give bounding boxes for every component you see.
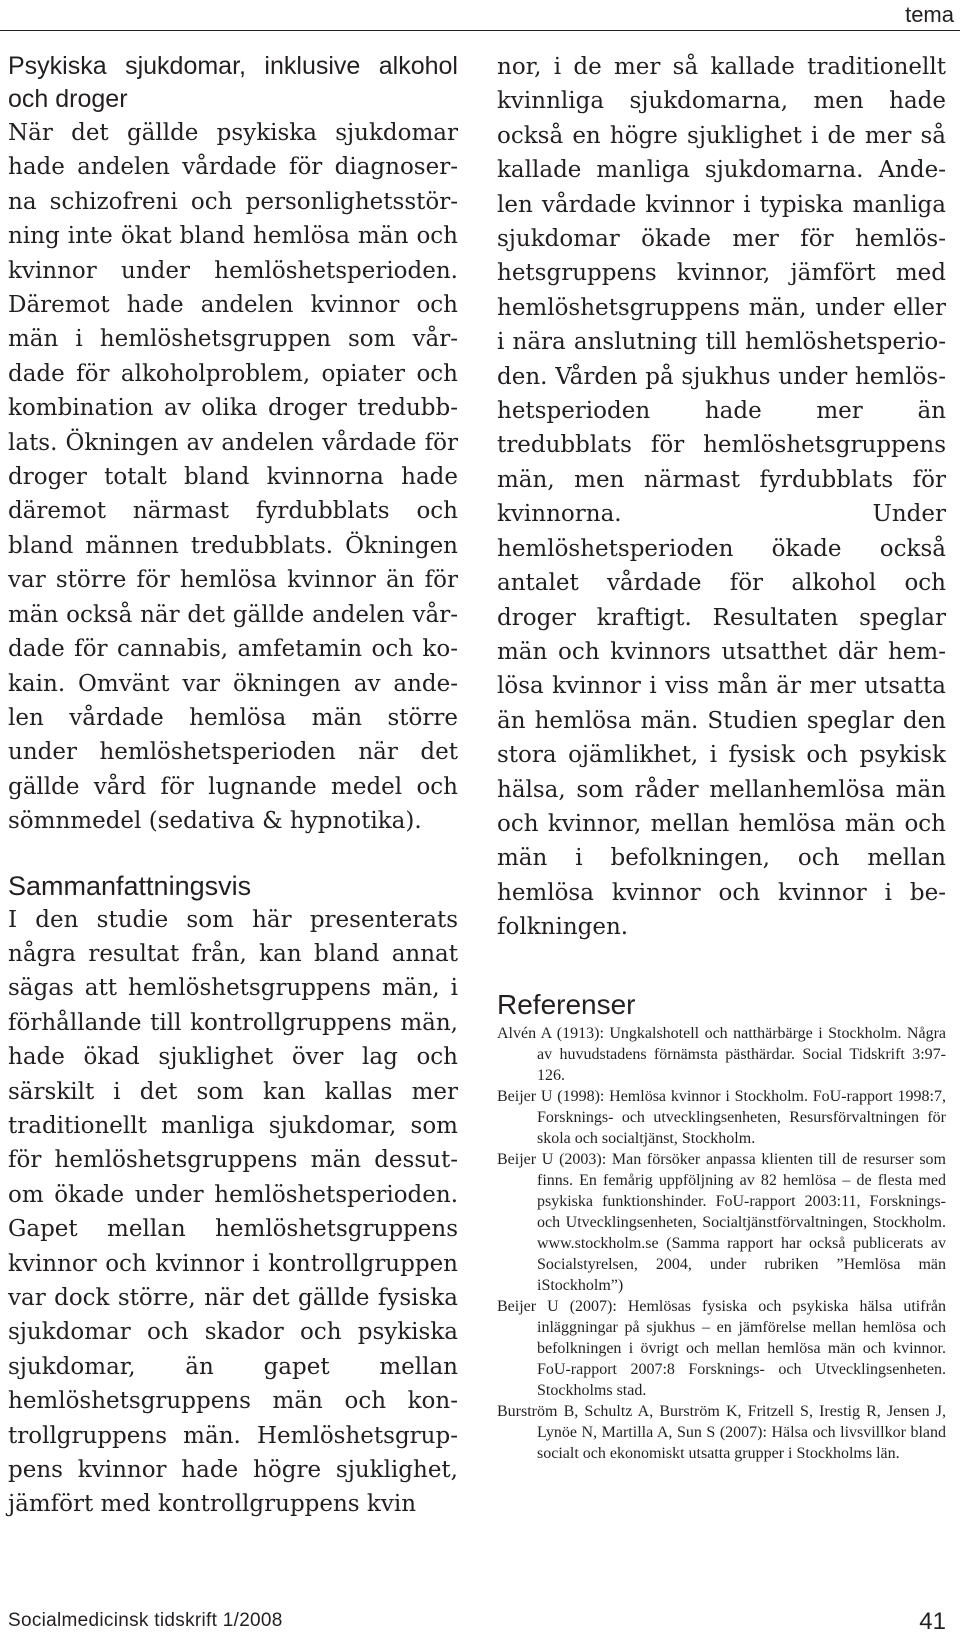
- section-heading-psychiatric: Psykiska sjukdomar, inklusive alkohol och droger: [8, 52, 458, 113]
- section-tag: tema: [905, 2, 954, 27]
- section-heading-summary: Sammanfattningsvis: [8, 870, 252, 901]
- page-number: 41: [919, 1608, 946, 1635]
- reference-item: Beijer U (2007): Hemlösas fysiska och psykiska hälsa utifrån inläggningar på sjukhus – en jämförelse mellan hemlösa och befolkningen i övrigt och mellan hemlösa män och kvinnor. FoU-rapport 2007:8 Forsknings- och Utvecklingsenheten. Stockholms stad.: [497, 1297, 946, 1399]
- header-rule: [0, 30, 960, 31]
- references-heading: Referenser: [497, 988, 636, 1020]
- reference-item: Alvén A (1913): Ungkalshotell och natthärbärge i Stockholm. Några av huvudstadens förnämsta pästhärdar. Social Tidskrift 3:97-126.: [497, 1024, 946, 1084]
- reference-item: Beijer U (2003): Man försöker anpassa klienten till de resurser som finns. En femårig uppföljning av 82 hemlösa – de flesta med psykiska funktionshinder. FoU-rapport 2003:11, Forsknings- och Utvecklingsenheten, Socialtjänstförvaltningen, Stockholm. www.stockholm.se (Samma rapport har också publicerats av Socialstyrelsen, 2004, under rubriken ”Hemlösa män iStockholm”): [497, 1150, 946, 1294]
- reference-item: Burström B, Schultz A, Burström K, Fritzell S, Irestig R, Jensen J, Lynöe N, Martilla A, Sun S (2007): Hälsa och livsvillkor bland socialt och ekonomiskt utsatta grupper i Stockholms län.: [497, 1402, 946, 1462]
- journal-name: Socialmedicinsk tidskrift 1/2008: [8, 1610, 283, 1631]
- body-paragraph-psychiatric: När det gällde psykiska sjukdomar hade andelen vårdade för diagnoserna schizofreni och personlighetsstörning inte ökat bland hemlösa män och kvinnor under hemlöshetsperioden. Däremot hade andelen kvinnor och män i hemlöshetsgruppen som vårdade för alkoholproblem, opiater och kombination av olika droger tredubblats. Ökningen av andelen vårdade för droger totalt bland kvinnorna hade däremot närmast fyrdubblats och bland männen tredubblats. Ökningen var större för hemlösa kvinnor än för män också när det gällde andelen vårdade för cannabis, amfetamin och kokain. Omvänt var ökningen av andelen vårdade hemlösa män större under hemlöshetsperioden när det gällde vård för lugnande medel och sömnmedel (sedativa & hypnotika).: [8, 120, 458, 835]
- body-paragraph-summary: I den studie som här presenterats några resultat från, kan bland annat sägas att hemlöshetsgruppens män, i förhållande till kontrollgruppens män, hade ökad sjuklighet över lag och särskilt i det som kan kallas mer traditionellt manliga sjukdomar, som för hemlöshetsgruppens män dessutom ökade under hemlöshetsperioden. Gapet mellan hemlöshetsgruppens kvinnor och kvinnor i kontrollgruppen var dock större, när det gällde fysiska sjukdomar och skador och psykiska sjukdomar, än gapet mellan hemlöshetsgruppens män och kontrollgruppens män. Hemlöshetsgruppens kvinnor hade högre sjuklighet, jämfört med kontrollgruppens kvin: [8, 906, 458, 1518]
- reference-item: Beijer U (1998): Hemlösa kvinnor i Stockholm. FoU-rapport 1998:7, Forsknings- och utvecklingsenheten, Resursförvaltningen för skola och socialtjänst, Stockholm.: [497, 1087, 946, 1147]
- reference-list: [497, 1023, 946, 1464]
- body-paragraph-continued: nor, i de mer så kallade traditionellt kvinnliga sjukdomarna, men hade också en högre sjuklighet i de mer så kallade manliga sjukdomarna. Andelen vårdade kvinnor i typiska manliga sjukdomar ökade mer för hemlöshetsgruppens kvinnor, jämfört med hemlöshetsgruppens män, under eller i nära anslutning till hemlöshetsperioden. Vården på sjukhus under hemlöshetsperioden hade mer än tredubblats för hemlöshetsgruppens män, men närmast fyrdubblats för kvinnorna. Under hemlöshetsperioden ökade också antalet vårdade för alkohol och droger kraftigt. Resultaten speglar män och kvinnors utsatthet där hemlösa kvinnor i viss mån är mer utsatta än hemlösa män. Studien speglar den stora ojämlikhet, i fysisk och psykisk hälsa, som råder mellanhemlösa män och kvinnor, mellan hemlösa män och män i befolkningen, och mellan hemlösa kvinnor och kvinnor i befolkningen.: [497, 54, 946, 941]
- right-column: [497, 50, 946, 1464]
- left-column: [8, 52, 458, 1522]
